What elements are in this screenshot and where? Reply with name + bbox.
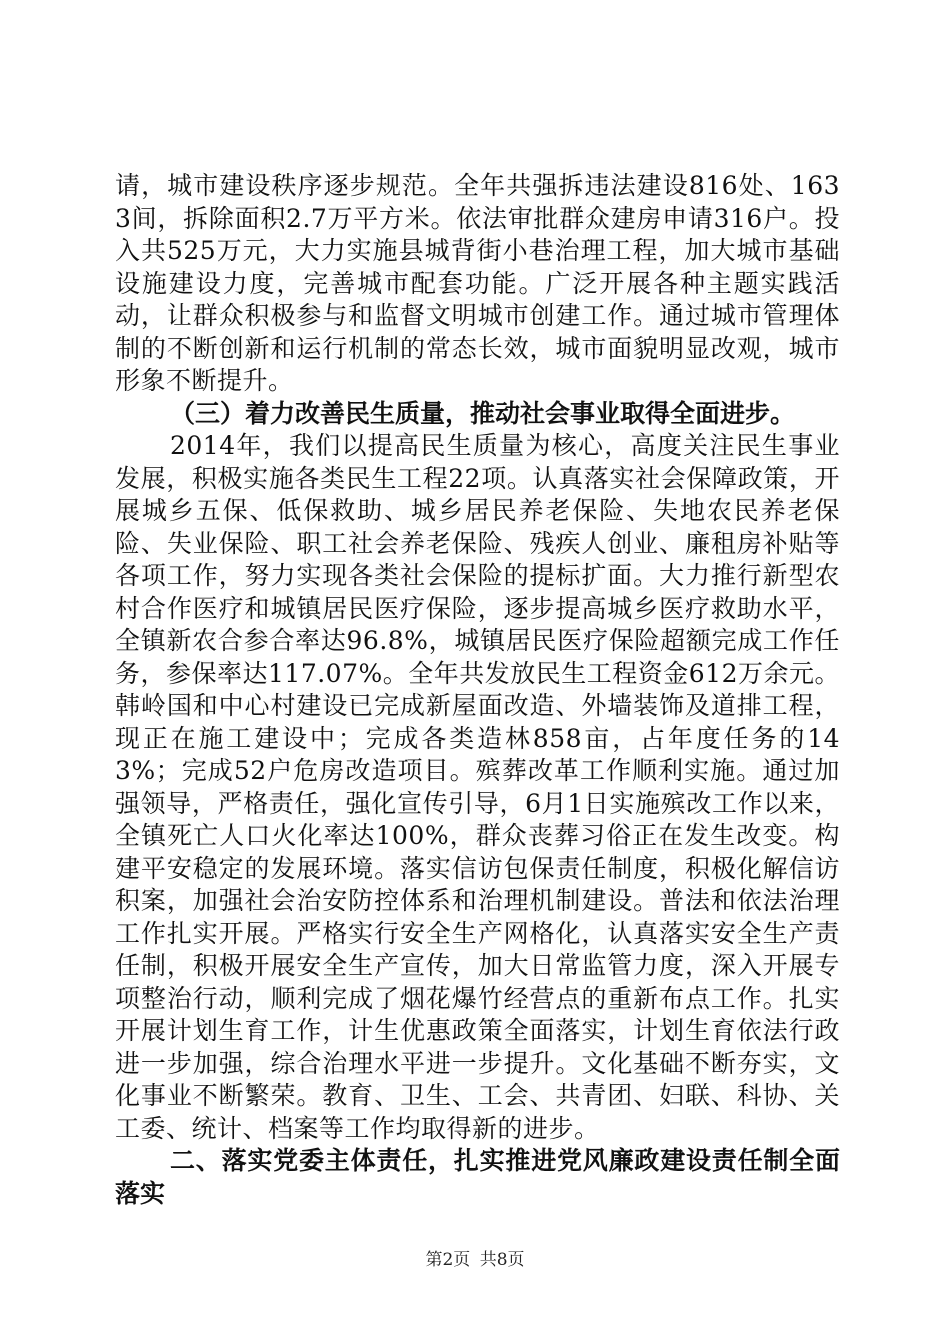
section-heading-livelihood: （三）着力改善民生质量，推动社会事业取得全面进步。 — [170, 398, 796, 428]
section-heading-party-responsibility: 二、落实党委主体责任，扎实推进党风廉政建设责任制全面落实 — [115, 1146, 840, 1208]
paragraph-livelihood: 2014年，我们以提高民生质量为核心，高度关注民生事业发展，积极实施各类民生工程22项。认真落实社会保障政策，开展城乡五保、低保救助、城乡居民养老保险、失地农民养老保险、失业保险、职工社会养老保险、残疾人创业、廉租房补贴等各项工作，努力实现各类社会保险的提标扩面。大力推行新型农村合作医疗和城镇居民医疗保险，逐步提高城乡医疗救助水平，全镇新农合参合率达96.8%，城镇居民医疗保险超额完成工作任务，参保率达117.07%。全年共发放民生工程资金612万余元。韩岭国和中心村建设已完成新屋面改造、外墙装饰及道排工程，现正在施工建设中；完成各类造林858亩，占年度任务的143%；完成52户危房改造项目。殡葬改革工作顺利实施。通过加强领导，严格责任，强化宣传引导，6月1日实施殡改工作以来，全镇死亡人口火化率达100%，群众丧葬习俗正在发生改变。构建平安稳定的发展环境。落实信访包保责任制度，积极化解信访积案，加强社会治安防控体系和治理机制建设。普法和依法治理工作扎实开展。严格实行安全生产网格化，认真落实安全生产责任制，积极开展安全生产宣传，加大日常监管力度，深入开展专项整治行动，顺利完成了烟花爆竹经营点的重新布点工作。扎实开展计划生育工作，计生优惠政策全面落实，计划生育依法行政进一步加强，综合治理水平进一步提升。文化基础不断夯实，文化事业不断繁荣。教育、卫生、工会、共青团、妇联、科协、关工委、统计、档案等工作均取得新的进步。 — [115, 431, 840, 1143]
document-body — [115, 170, 840, 1210]
page-number: 第2页 — [425, 1250, 471, 1270]
page-footer — [0, 1245, 950, 1270]
paragraph-urban-construction: 请，城市建设秩序逐步规范。全年共强拆违法建设816处、1633间，拆除面积2.7万平方米。依法审批群众建房申请316户。投入共525万元，大力实施县城背街小巷治理工程，加大城市基础设施建设力度，完善城市配套功能。广泛开展各种主题实践活动，让群众积极参与和监督文明城市创建工作。通过城市管理体制的不断创新和运行机制的常态长效，城市面貌明显改观，城市形象不断提升。 — [115, 171, 840, 395]
total-pages: 共8页 — [479, 1250, 525, 1270]
